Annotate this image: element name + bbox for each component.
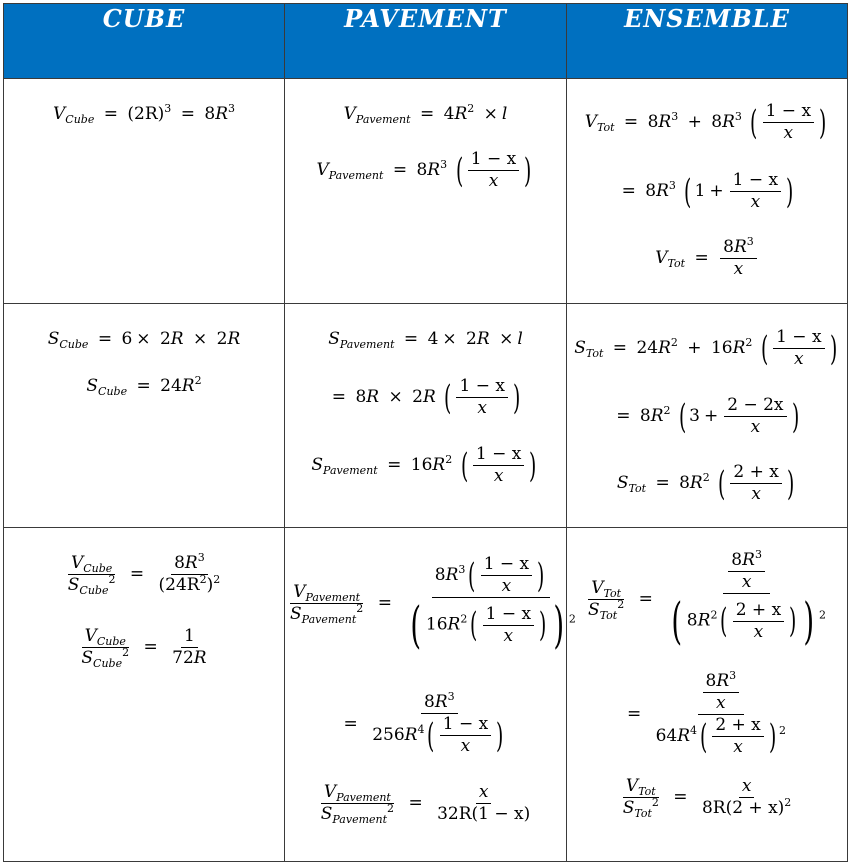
eq-total-ratio-1: $\frac{V_{Tot}}{S_{Tot}^2}$ = $\frac{8R^3}{x}$ ( $8R^2$( $\frac{2 + x}{x}$ ) ) $^2$	[588, 548, 826, 650]
header-ensemble: ENSEMBLE	[567, 4, 848, 79]
eq-pavement-ratio-2: = $8R^3$ $256R^4$( $\frac{1 - x}{x}$ )	[343, 690, 504, 756]
eq-cube-surface-1: $S_{Cube} = 6 \times 2R \times 2R$	[47, 329, 241, 351]
cell-ensemble-volume	[567, 79, 848, 304]
eq-cube-surface-2: $S_{Cube} = 24R^2$	[86, 374, 202, 398]
header-cube: CUBE	[4, 4, 285, 79]
eq-total-volume-3: $V_{Tot}$ = $\frac{8R^3}{x}$	[567, 239, 847, 278]
eq-pavement-volume-2: $V_{Pavement} = 8R^3$ ( $\frac{1 - x}{x}$ )	[316, 149, 532, 191]
eq-pavement-volume-1: $V_{Pavement} = 4R^2 \times l$	[343, 102, 508, 126]
eq-pavement-surface-2: = 8R × 2R ( $\frac{1 - x}{x}$ )	[331, 376, 521, 418]
cell-pavement-ratio	[285, 528, 576, 862]
eq-total-surface-3: $S_{Tot} = 8R^2$ ( $\frac{2 + x}{x}$ )	[616, 462, 795, 504]
cell-cube-ratio	[4, 528, 285, 862]
header-pavement: PAVEMENT	[285, 4, 567, 79]
eq-total-surface-1: $S_{Tot} = 24R^2 + 16R^2$ ( $\frac{1 - x}{x}$ )	[574, 327, 837, 369]
cell-cube-volume	[4, 79, 285, 304]
cell-cube-surface	[4, 304, 285, 528]
eq-total-ratio-2: = $\frac{8R^3}{x}$ $64R^4$( $\frac{2 + x}{x}$ ) $^2$	[626, 669, 787, 757]
eq-pavement-surface-3: $S_{Pavement} = 16R^2$ ( $\frac{1 - x}{x}$ )	[311, 444, 537, 486]
cell-ensemble-surface	[567, 304, 848, 528]
eq-total-ratio-3: $\frac{V_{Tot}}{S_{Tot}^2}$ = $\frac{x}{8R(2 + x)^2}$	[622, 776, 792, 820]
eq-cube-volume: $V_{Cube} = (2R)^3 = 8R^3$	[53, 102, 235, 126]
eq-total-volume-2: = $8R^3$ ( 1 + $\frac{1 - x}{x}$ )	[621, 170, 794, 212]
formula-table	[3, 3, 848, 862]
eq-pavement-ratio-1: $\frac{V_{Pavement}}{S_{Pavement}^2}$ = $8R^3$( $\frac{1 - x}{x}$ ) ( $16R^2$( $\frac{1 - x}{x}$ ) ) $^2$	[290, 554, 576, 654]
eq-pavement-surface-1: $S_{Pavement} = 4 \times 2R \times l$	[328, 329, 523, 351]
cell-pavement-surface	[285, 304, 567, 528]
cell-pavement-volume	[285, 79, 567, 304]
eq-total-volume-1: $V_{Tot} = 8R^3 + 8R^3$ ( $\frac{1 - x}{x}$ )	[584, 101, 827, 143]
eq-cube-ratio-2: $\frac{V_{Cube}}{S_{Cube}^2}$ = $\frac{1}{72R}$	[81, 626, 207, 670]
eq-cube-ratio-1: $\frac{V_{Cube}}{S_{Cube}^2}$ = $\frac{8R^3}{(24R^2)^2}$	[67, 551, 221, 597]
eq-total-surface-2: = $8R^2$ ( 3 + $\frac{2 - 2x}{x}$ )	[616, 395, 799, 437]
cell-ensemble-ratio	[567, 528, 848, 862]
eq-pavement-ratio-3: $\frac{V_{Pavement}}{S_{Pavement}^2}$ = $\frac{x}{32R(1 - x)}$	[320, 782, 531, 826]
